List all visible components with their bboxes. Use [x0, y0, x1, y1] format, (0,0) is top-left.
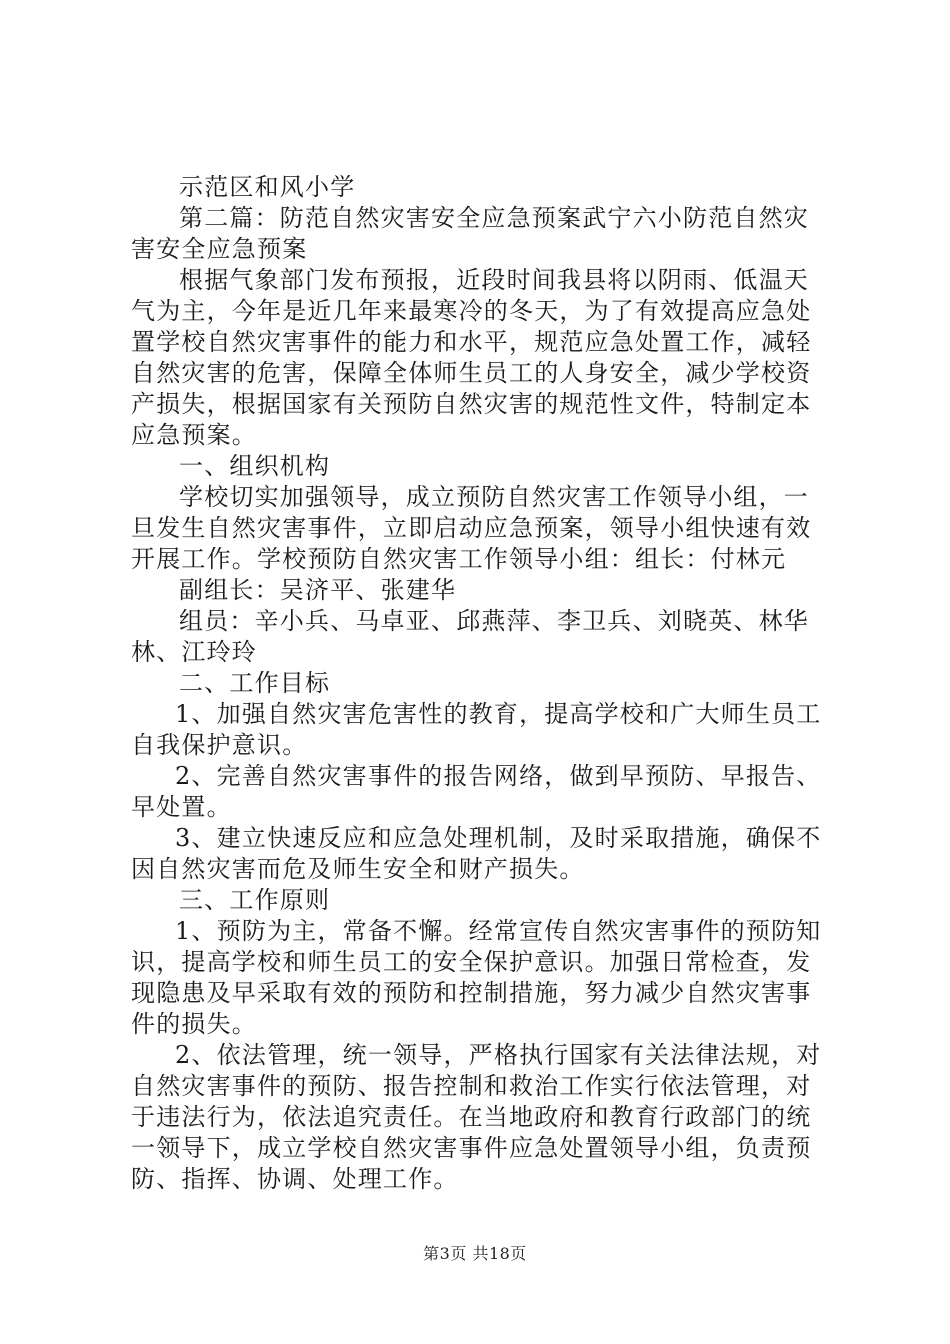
list-item-line: 自然灾害事件的预防、报告控制和救治工作实行依法管理，对: [131, 1072, 812, 1100]
list-item-line: 一领导下，成立学校自然灾害事件应急处置领导小组，负责预: [131, 1134, 812, 1162]
section-heading-cont: 害安全应急预案: [131, 235, 308, 263]
paragraph-line: 自然灾害的危害，保障全体师生员工的人身安全，减少学校资: [131, 359, 812, 387]
document-body: [131, 172, 831, 1195]
paragraph-line: 学校切实加强领导，成立预防自然灾害工作领导小组，一: [179, 483, 809, 511]
list-item-line: 3、建立快速反应和应急处理机制，及时采取措施，确保不: [175, 824, 822, 852]
text-line: 示范区和风小学: [179, 173, 356, 201]
paragraph-line: 林、江玲玲: [131, 638, 257, 666]
paragraph-line: 旦发生自然灾害事件，立即启动应急预案，领导小组快速有效: [131, 514, 812, 542]
list-item-line: 因自然灾害而危及师生安全和财产损失。: [131, 855, 585, 883]
list-item-line: 自我保护意识。: [131, 731, 308, 759]
list-item-line: 于违法行为，依法追究责任。在当地政府和教育行政部门的统: [131, 1103, 812, 1131]
list-item-line: 件的损失。: [131, 1010, 257, 1038]
list-item-line: 识，提高学校和师生员工的安全保护意识。加强日常检查，发: [131, 948, 812, 976]
list-item-line: 1、预防为主，常备不懈。经常宣传自然灾害事件的预防知: [175, 917, 822, 945]
paragraph-line: 根据气象部门发布预报，近段时间我县将以阴雨、低温天: [179, 266, 809, 294]
paragraph-line: 气为主，今年是近几年来最寒冷的冬天，为了有效提高应急处: [131, 297, 812, 325]
paragraph-line: 副组长：吴济平、张建华: [179, 576, 457, 604]
subheading: 二、工作目标: [179, 669, 331, 697]
list-item-line: 2、依法管理，统一领导，严格执行国家有关法律法规，对: [175, 1041, 822, 1069]
page-number-footer: 第3页 共18页: [423, 1244, 527, 1263]
subheading: 三、工作原则: [179, 886, 331, 914]
paragraph-line: 开展工作。学校预防自然灾害工作领导小组：组长：付林元: [131, 545, 787, 573]
section-heading: 第二篇：防范自然灾害安全应急预案武宁六小防范自然灾: [179, 204, 809, 232]
paragraph-line: 产损失，根据国家有关预防自然灾害的规范性文件，特制定本: [131, 390, 812, 418]
paragraph-line: 组员：辛小兵、马卓亚、邱燕萍、李卫兵、刘晓英、林华: [179, 607, 809, 635]
paragraph-line: 置学校自然灾害事件的能力和水平，规范应急处置工作，减轻: [131, 328, 812, 356]
list-item-line: 防、指挥、协调、处理工作。: [131, 1165, 459, 1193]
list-item-line: 现隐患及早采取有效的预防和控制措施，努力减少自然灾害事: [131, 979, 812, 1007]
subheading: 一、组织机构: [179, 452, 331, 480]
list-item-line: 2、完善自然灾害事件的报告网络，做到早预防、早报告、: [175, 762, 822, 790]
list-item-line: 1、加强自然灾害危害性的教育，提高学校和广大师生员工: [175, 700, 822, 728]
list-item-line: 早处置。: [131, 793, 232, 821]
paragraph-line: 应急预案。: [131, 421, 257, 449]
